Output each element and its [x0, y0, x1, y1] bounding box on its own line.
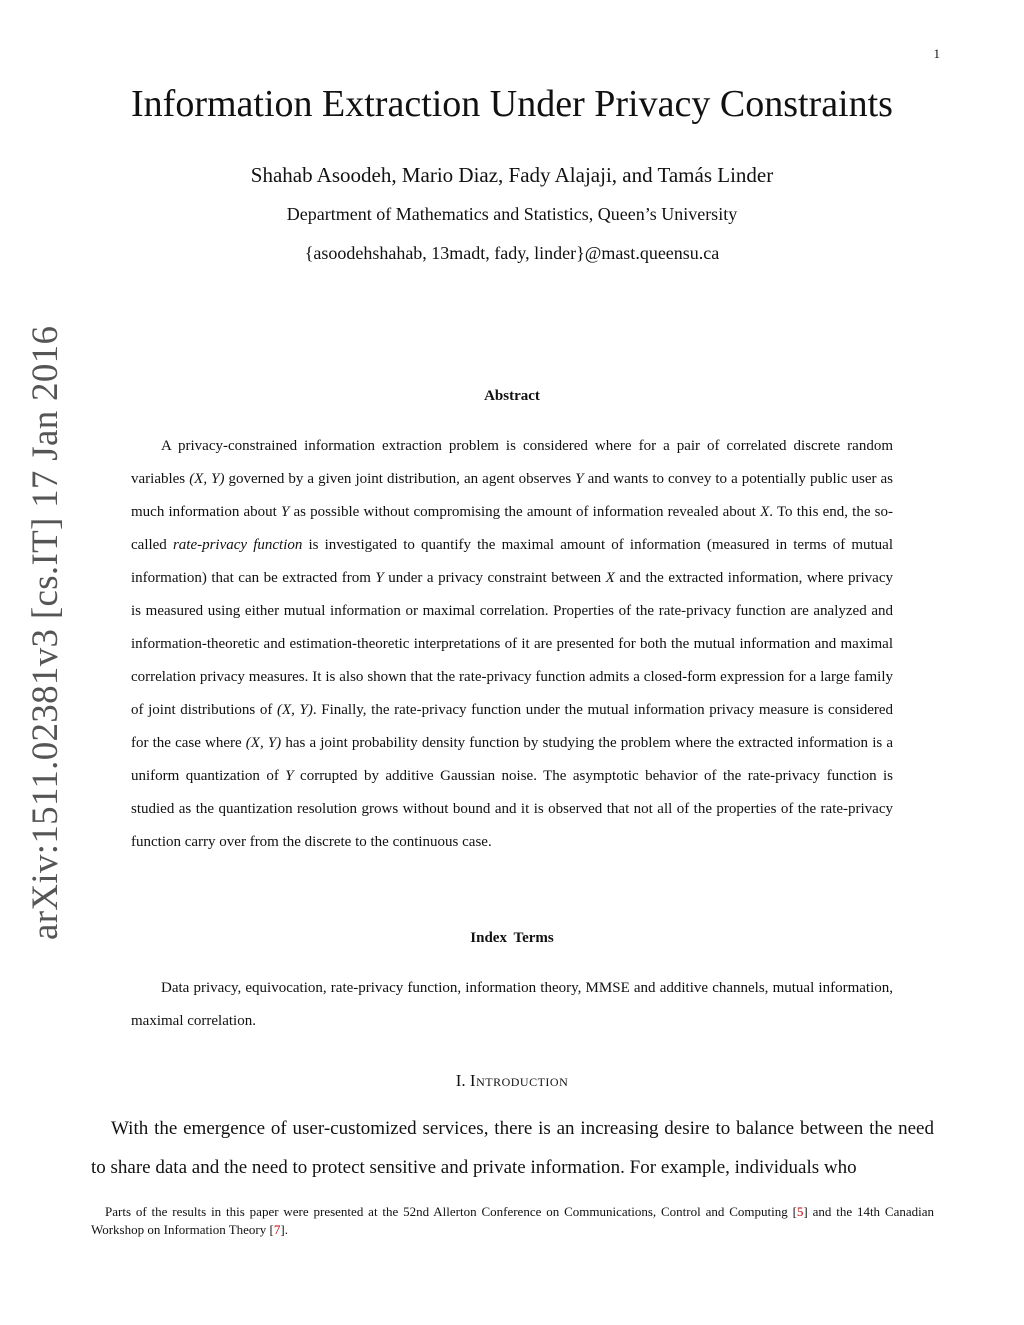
math-xy: (X, Y) — [245, 735, 282, 751]
footnote — [91, 1203, 934, 1239]
footnote-text: ] and the 14th Canadian Workshop on Information Theory [ — [91, 1204, 935, 1237]
index-terms-body: Data privacy, equivocation, rate-privacy function, information theory, MMSE and additive channels, mutual information, maximal correlation. — [131, 980, 893, 1029]
section-title: Introduction — [469, 1071, 569, 1090]
math-y: Y — [575, 471, 584, 487]
page-number: 1 — [933, 46, 940, 61]
paper-title: Information Extraction Under Privacy Constraints — [131, 83, 893, 125]
emphasis-term: rate-privacy function — [172, 537, 303, 553]
math-x: X — [605, 570, 615, 586]
abstract-text: . To this end, the so-called — [131, 504, 893, 553]
abstract-text: as possible without compromising the amount of information revealed about — [289, 504, 761, 520]
math-y: Y — [285, 768, 294, 784]
abstract-text: corrupted by additive Gaussian noise. The asymptotic behavior of the rate-privacy function is studied as the quantization resolution grows without bound and it is observed that not all of the properties of the rate-privacy function carry over from the discrete to the continuous case. — [131, 768, 894, 850]
arxiv-stamp: arXiv:1511.02381v3 [cs.IT] 17 Jan 2016 — [25, 325, 66, 940]
introduction-body: With the emergence of user-customized services, there is an increasing desire to balance between the need to share data and the need to protect sensitive and private information. For example, individuals who — [91, 1118, 934, 1178]
abstract-text: governed by a given joint distribution, an agent observes — [224, 471, 576, 487]
math-x: X — [760, 504, 770, 520]
footnote-text: ]. — [280, 1222, 288, 1237]
citation-link[interactable]: 7 — [273, 1222, 281, 1237]
abstract-text: . Finally, the rate-privacy function under the mutual information privacy measure is considered for the case where — [131, 702, 894, 751]
math-xy: (X, Y) — [277, 702, 313, 718]
section-number: I. — [455, 1071, 466, 1090]
author-list: Shahab Asoodeh, Mario Diaz, Fady Alajaji, and Tamás Linder — [250, 163, 774, 187]
index-terms-heading: Index Terms — [470, 930, 554, 946]
citation-link[interactable]: 5 — [796, 1204, 804, 1219]
abstract-text: under a privacy constraint between — [383, 570, 606, 586]
affiliation: Department of Mathematics and Statistics, Queen’s University — [286, 204, 738, 224]
section-heading — [0, 1071, 1024, 1091]
math-y: Y — [280, 504, 290, 520]
abstract-text: is investigated to quantify the maximal amount of information (measured in terms of mutual information) that can be extracted from — [131, 537, 893, 586]
author-emails: {asoodehshahab, 13madt, fady, linder}@mast.queensu.ca — [304, 243, 720, 263]
abstract-text: and the extracted information, where privacy is measured using either mutual information or maximal correlation. Properties of the rate-privacy function are analyzed and information-theoretic and estimation-theoretic interpretations of it are presented for both the mutual information and maximal correlation privacy measures. It is also shown that the rate-privacy function admits a closed-form expression for a large family of joint distributions of — [131, 570, 893, 718]
abstract-body — [131, 430, 893, 859]
math-xy: (X, Y) — [189, 471, 225, 487]
abstract-heading: Abstract — [484, 388, 540, 404]
footnote-text: Parts of the results in this paper were presented at the 52nd Allerton Conference on Communications, Control and Computing [ — [105, 1204, 797, 1219]
abstract-text: and wants to convey to a potentially public user as much information about — [131, 471, 894, 520]
math-y: Y — [375, 570, 384, 586]
abstract-text: has a joint probability density function by studying the problem where the extracted information is a uniform quantization of — [131, 735, 893, 784]
abstract-text: A privacy-constrained information extraction problem is considered where for a pair of correlated discrete random variables — [131, 438, 893, 487]
